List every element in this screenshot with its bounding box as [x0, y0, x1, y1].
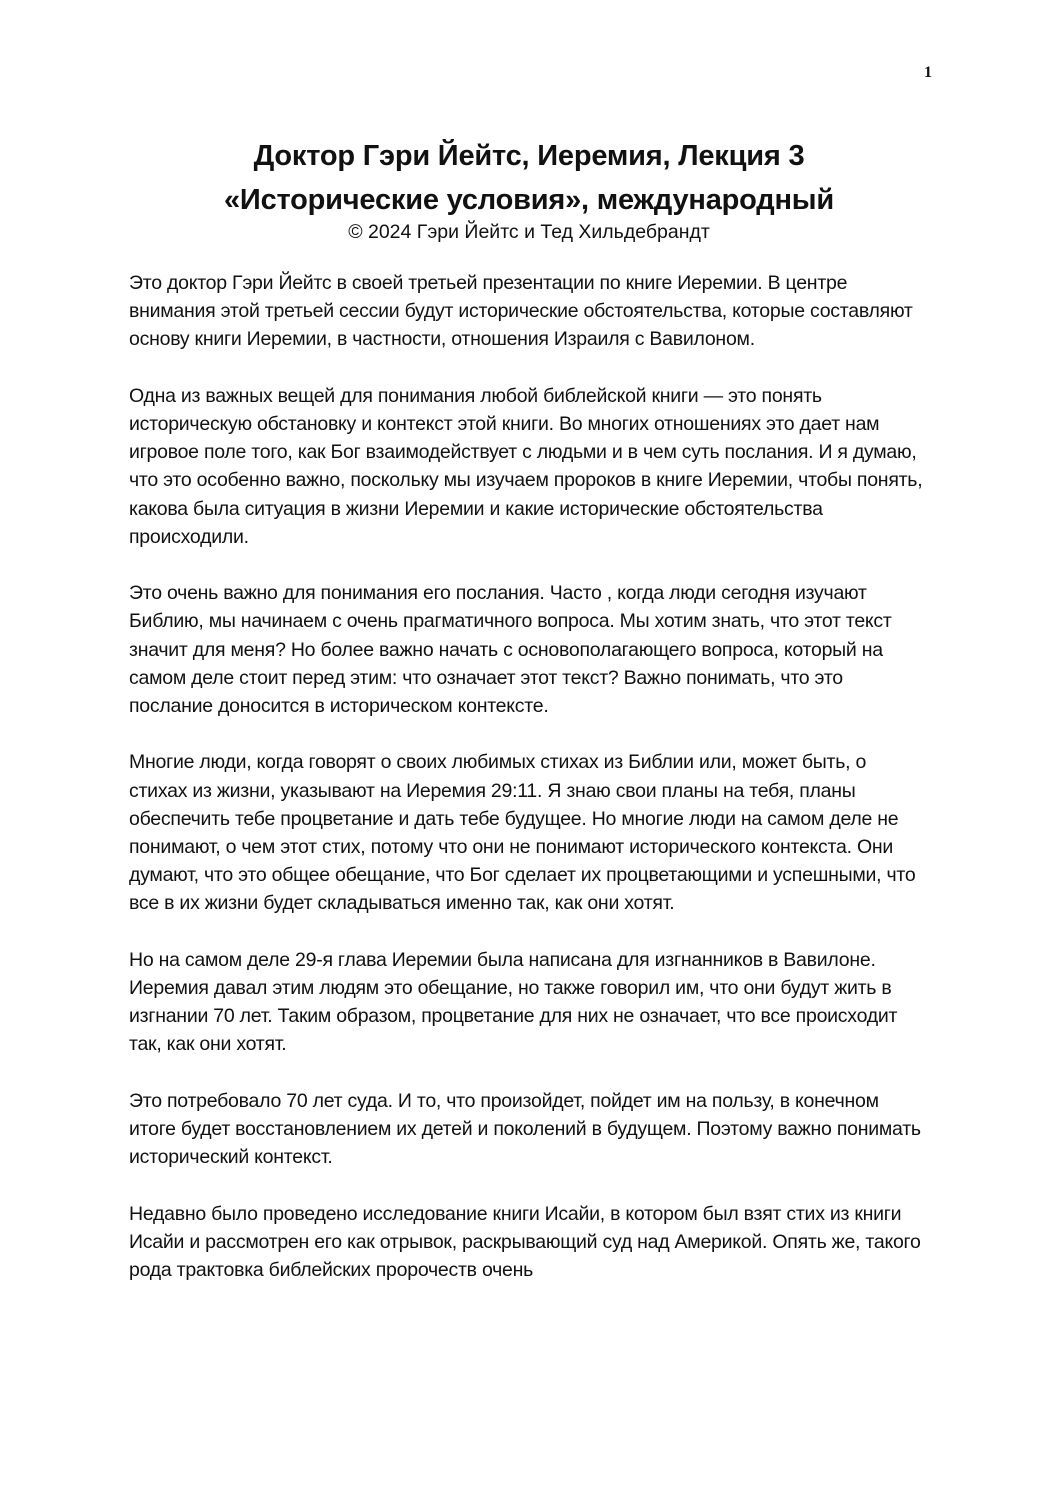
copyright-notice: © 2024 Гэри Йейтс и Тед Хильдебрандт: [348, 221, 710, 243]
paragraph-3: Это очень важно для понимания его послания. Часто , когда люди сегодня изучают Библию, мы начинаем с очень прагматичного вопроса. Мы хотим знать, что этот текст значит для меня? Но более важно начать с основополагающего вопроса, который на самом деле стоит перед этим: что означает этот текст? Важно понимать, что это послание доносится в историческом контексте.: [129, 582, 892, 718]
page-number: 1: [924, 64, 932, 81]
document-title-line-2: «Исторические условия», международный: [224, 184, 834, 216]
paragraph-2: Одна из важных вещей для понимания любой библейской книги — это понять историческую обстановку и контекст этой книги. Во многих отношениях это дает нам игровое поле того, как Бог взаимодействует с людьми и в чем суть послания. И я думаю, что это особенно важно, поскольку мы изучаем пророков в книге Иеремии, чтобы понять, какова была ситуация в жизни Иеремии и какие исторические обстоятельства происходили.: [129, 384, 923, 548]
paragraph-6: Это потребовало 70 лет суда. И то, что произойдет, пойдет им на пользу, в конечном итоге будет восстановлением их детей и поколений в будущем. Поэтому важно понимать исторический контекст.: [129, 1089, 921, 1169]
document-title-line-1: Доктор Гэри Йейтс, Иеремия, Лекция 3: [253, 140, 805, 172]
paragraph-7: Недавно было проведено исследование книги Исайи, в котором был взят стих из книги Исайи и рассмотрен его как отрывок, раскрывающий суд над Америкой. Опять же, такого рода трактовка библейских пророчеств очень: [129, 1202, 921, 1282]
paragraph-1: Это доктор Гэри Йейтс в своей третьей презентации по книге Иеремии. В центре внимания этой третьей сессии будут исторические обстоятельства, которые составляют основу книги Иеремии, в частности, отношения Израиля с Вавилоном.: [129, 272, 913, 351]
document-body: [129, 269, 929, 1312]
paragraph-4: Многие люди, когда говорят о своих любимых стихах из Библии или, может быть, о стихах из жизни, указывают на Иеремия 29:11. Я знаю свои планы на тебя, планы обеспечить тебе процветание и дать тебе будущее. Но многие люди на самом деле не понимают, о чем этот стих, потому что они не понимают исторического контекста. Они думают, что это общее обещание, что Бог сделает их процветающими и успешными, что все в их жизни будет складываться именно так, как они хотят.: [129, 751, 916, 915]
document-header: [60, 134, 998, 244]
paragraph-5: Но на самом деле 29-я глава Иеремии была написана для изгнанников в Вавилоне. Иеремия давал этим людям это обещание, но также говорил им, что они будут жить в изгнании 70 лет. Таким образом, процветание для них не означает, что все происходит так, как они хотят.: [129, 948, 898, 1056]
